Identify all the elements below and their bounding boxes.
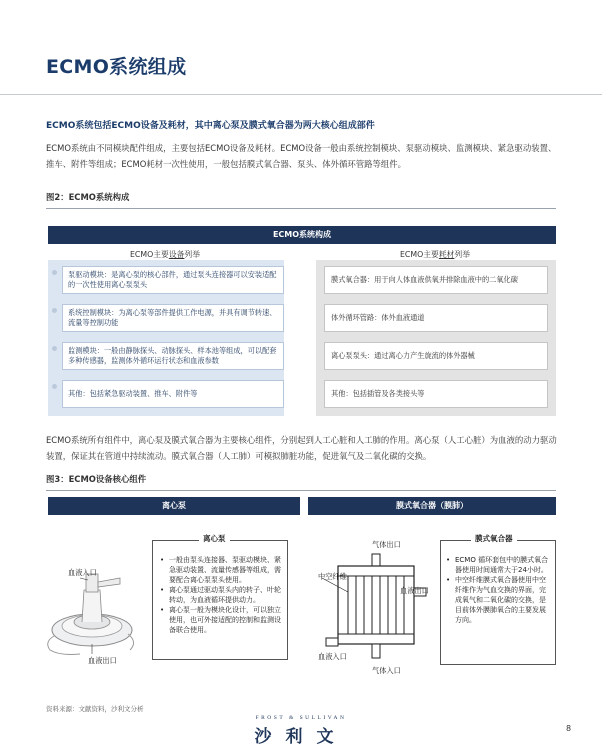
title-divider (0, 94, 602, 95)
pump-outlet-label: 血液出口 (88, 656, 117, 665)
consumable-item-oxygenator: 膜式氧合器：用于向人体血液供氧并排除血液中的二氧化碳 (324, 266, 548, 294)
lead-sentence: ECMO系统包括ECMO设备及耗材，其中离心泵及膜式氧合器为两大核心组成部件 (46, 121, 375, 131)
gas-outlet-label: 气体出口 (372, 540, 401, 549)
page-title: ECMO系统组成 (46, 56, 187, 78)
brand-logo-wordmark: FROST & SULLIVAN (255, 715, 347, 721)
figure2-header-bar: ECMO系统构成 (48, 226, 556, 244)
oxygenator-blood-outlet-label: 血液出口 (400, 586, 429, 595)
hollow-fiber-label: 中空纤维 (318, 572, 347, 581)
oxygenator-bullet: • 中空纤维膜式氧合器使用中空纤维作为气血交换的界面，完成氧气和二氧化碳的交换，是目前体外膜肺氧合的主要发展方向。 (445, 575, 549, 625)
oxygenator-callout-title: 膜式氧合器 (471, 534, 517, 544)
pump-bullet: • 一般由泵头连接器、泵驱动模块、紧急驱动装置、流量传感器等组成，需要配合离心泵泵头使用。 (159, 555, 281, 585)
brand-logo: 沙利文 (254, 727, 348, 747)
pump-inlet-label: 血液入口 (68, 568, 97, 577)
figure2-caption: 图2：ECMO系统构成 (46, 191, 556, 209)
equipment-item-monitor: 监测模块：一般由静脉探头、动脉探头、样本池等组成，可以配套多种传感器，监测体外循环运行状态和血液参数 (62, 342, 284, 370)
equipment-item-control: 系统控制模块：为离心泵等部件提供工作电源，并具有调节转速、流量等控制功能 (62, 304, 284, 332)
pump-bullet: • 离心泵通过驱动泵头内的转子、叶轮转动，为血液循环提供动力。 (159, 585, 281, 605)
pump-header-bar: 离心泵 (48, 497, 300, 515)
paragraph-intro: ECMO系统由不同模块配件组成，主要包括ECMO设备及耗材。ECMO设备一般由系统控制模块、泵驱动模块、监测模块、紧急驱动装置、推车、附件等组成；ECMO耗材一次性使用，一般包括膜式氧合器、泵头、体外循环管路等组件。 (46, 143, 557, 169)
consumables-column-heading: ECMO主要耗材列举 (399, 250, 470, 259)
page-number: 8 (566, 724, 572, 733)
bullet-dot-icon (52, 308, 57, 313)
oxygenator-bullet: • ECMO 循环套包中的膜式氧合器使用时间通常大于24小时。 (445, 555, 549, 575)
pump-callout-title: 离心泵 (199, 534, 230, 544)
bullet-dot-icon (52, 270, 57, 275)
pump-callout (152, 534, 288, 660)
pump-bullet: • 离心泵一般为模块化设计，可以独立使用，也可外接适配的控制和监测设备联合使用。 (159, 605, 281, 635)
oxygenator-blood-inlet-label: 血液入口 (318, 652, 347, 661)
bullet-dot-icon (52, 384, 57, 389)
paragraph-core-components: ECMO系统所有组件中，离心泵及膜式氧合器为主要核心组件，分别起到人工心脏和人工肺的作用。离心泵（人工心脏）为血液的动力驱动装置，保证其在管道中持续流动。膜式氧合器（人工肺）可模拟肺脏功能，促进氧气及二氧化碳的交换。 (46, 435, 557, 461)
oxygenator-header-bar: 膜式氧合器（膜肺） (308, 497, 556, 515)
consumable-item-pump-head: 离心泵泵头：通过离心力产生旋流的体外器械 (324, 342, 548, 370)
gas-inlet-label: 气体入口 (372, 666, 401, 675)
consumable-item-tubing: 体外循环管路：体外血液通道 (324, 304, 548, 332)
equipment-item-pump-drive: 泵驱动模块：是离心泵的核心部件，通过泵头连接器可以安装适配的一次性使用离心泵泵头 (62, 266, 284, 294)
bullet-dot-icon (52, 346, 57, 351)
equipment-item-other: 其他：包括紧急驱动装置、推车、附件等 (62, 380, 284, 408)
source-note: 资料来源：文献资料，沙利文分析 (46, 705, 144, 713)
oxygenator-callout (440, 534, 556, 665)
equipment-column-heading: ECMO主要设备列举 (129, 250, 200, 259)
consumable-item-other: 其他：包括插管及各类接头等 (324, 380, 548, 408)
figure3-caption: 图3：ECMO设备核心组件 (46, 473, 556, 491)
